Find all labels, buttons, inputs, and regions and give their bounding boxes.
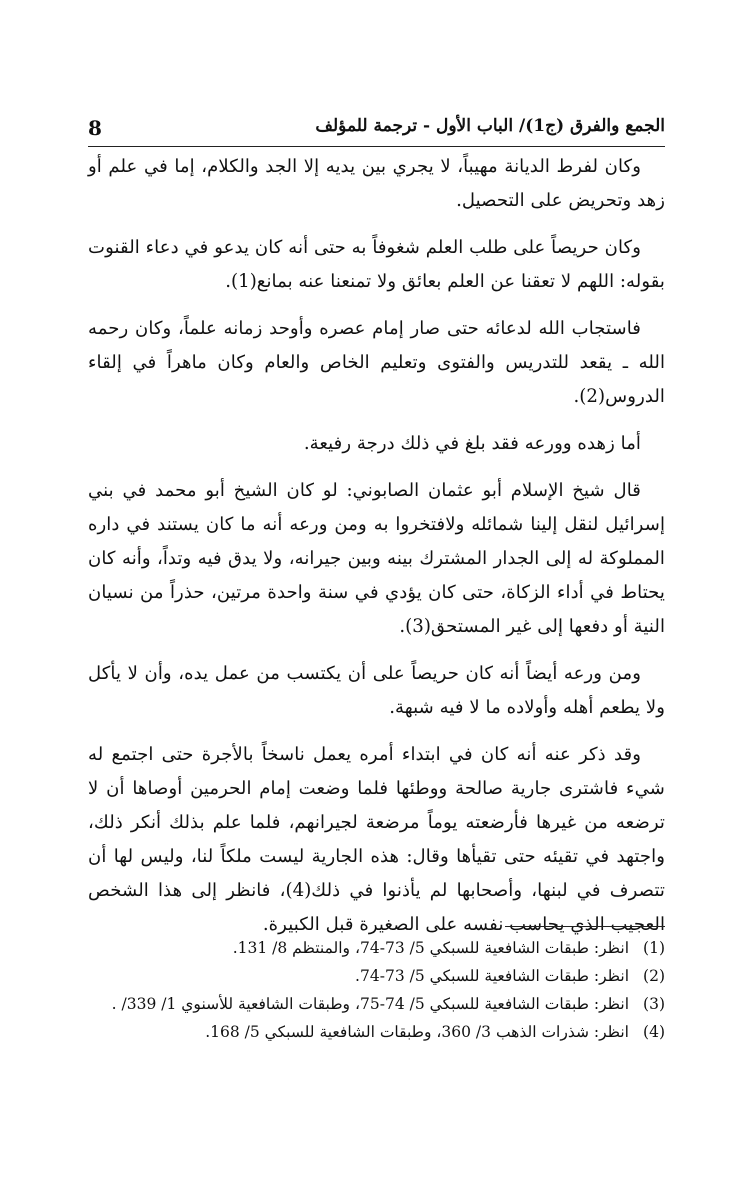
footnote xyxy=(88,962,665,990)
footnotes xyxy=(88,934,665,1046)
footnote-text: انظر: طبقات الشافعية للسبكي 5/ 74-75، وطبقات الشافعية للأسنوي 1/ 339/ . xyxy=(111,995,629,1013)
paragraph: وكان لفرط الديانة مهيباً، لا يجري بين يديه إلا الجد والكلام، إما في علم أو زهد وتحريض على التحصيل. xyxy=(88,156,665,211)
running-title: الجمع والفرق (ج1)/ الباب الأول - ترجمة للمؤلف xyxy=(315,116,665,136)
footnote-text: انظر: شذرات الذهب 3/ 360، وطبقات الشافعية للسبكي 5/ 168. xyxy=(205,1023,629,1041)
paragraph: قال شيخ الإسلام أبو عثمان الصابوني: لو كان الشيخ أبو محمد في بني إسرائيل لنقل إلينا شمائله ولافتخروا به ومن ورعه أنه ما كان يستند في داره المملوكة له إلى الجدار المشترك بينه وبين جيرانه، ولا يدق فيه وتداً، وأنه كان يحتاط في أداء الزكاة، حتى كان يؤدي في سنة واحدة مرتين، حذراً من نسيان النية أو دفعها إلى غير المستحق(3). xyxy=(88,480,665,637)
footnote xyxy=(88,990,665,1018)
paragraph: فاستجاب الله لدعائه حتى صار إمام عصره وأوحد زمانه علماً، وكان رحمه الله ـ يقعد للتدريس والفتوى وتعليم الخاص والعام وكان ماهراً في إلقاء الدروس(2). xyxy=(88,318,665,407)
paragraph: أما زهده وورعه فقد بلغ في ذلك درجة رفيعة. xyxy=(303,433,641,454)
footnote-number: (2) xyxy=(643,967,665,985)
footnote-text: انظر: طبقات الشافعية للسبكي 5/ 73-74، والمنتظم 8/ 131. xyxy=(232,939,629,957)
paragraph: وقد ذكر عنه أنه كان في ابتداء أمره يعمل ناسخاً بالأجرة حتى اجتمع له شيء فاشترى جارية صالحة ووطئها فلما وضعت إمام الحرمين أوصاها أن لا ترضعه من غيرها فأرضعته يوماً مرضعة لجيرانهم، فلما علم بذلك أنكر ذلك، واجتهد في تقيئه حتى تقيأها وقال: هذه الجارية ليست ملكاً لنا، وليس لها أن تتصرف في لبنها، وأصحابها لم يأذنوا في ذلك(4)، فانظر إلى هذا الشخص العجيب الذي يحاسب نفسه على الصغيرة قبل الكبيرة. xyxy=(88,744,665,935)
footnote-number: (4) xyxy=(643,1023,665,1041)
paragraph: ومن ورعه أيضاً أنه كان حريصاً على أن يكتسب من عمل يده، وأن لا يأكل ولا يطعم أهله وأولاده ما لا فيه شبهة. xyxy=(88,663,665,718)
main-text xyxy=(88,150,665,955)
page-header xyxy=(88,112,665,147)
footnote-number: (3) xyxy=(643,995,665,1013)
footnote-text: انظر: طبقات الشافعية للسبكي 5/ 73-74. xyxy=(355,967,629,985)
paragraph: وكان حريصاً على طلب العلم شغوفاً به حتى أنه كان يدعو في دعاء القنوت بقوله: اللهم لا تعقنا عن العلم بعائق ولا تمنعنا عنه بمانع(1). xyxy=(88,237,665,292)
page-number: 8 xyxy=(88,116,102,140)
footnote xyxy=(88,934,665,962)
footnote-separator xyxy=(505,926,665,927)
footnote-number: (1) xyxy=(643,939,665,957)
footnote xyxy=(88,1018,665,1046)
